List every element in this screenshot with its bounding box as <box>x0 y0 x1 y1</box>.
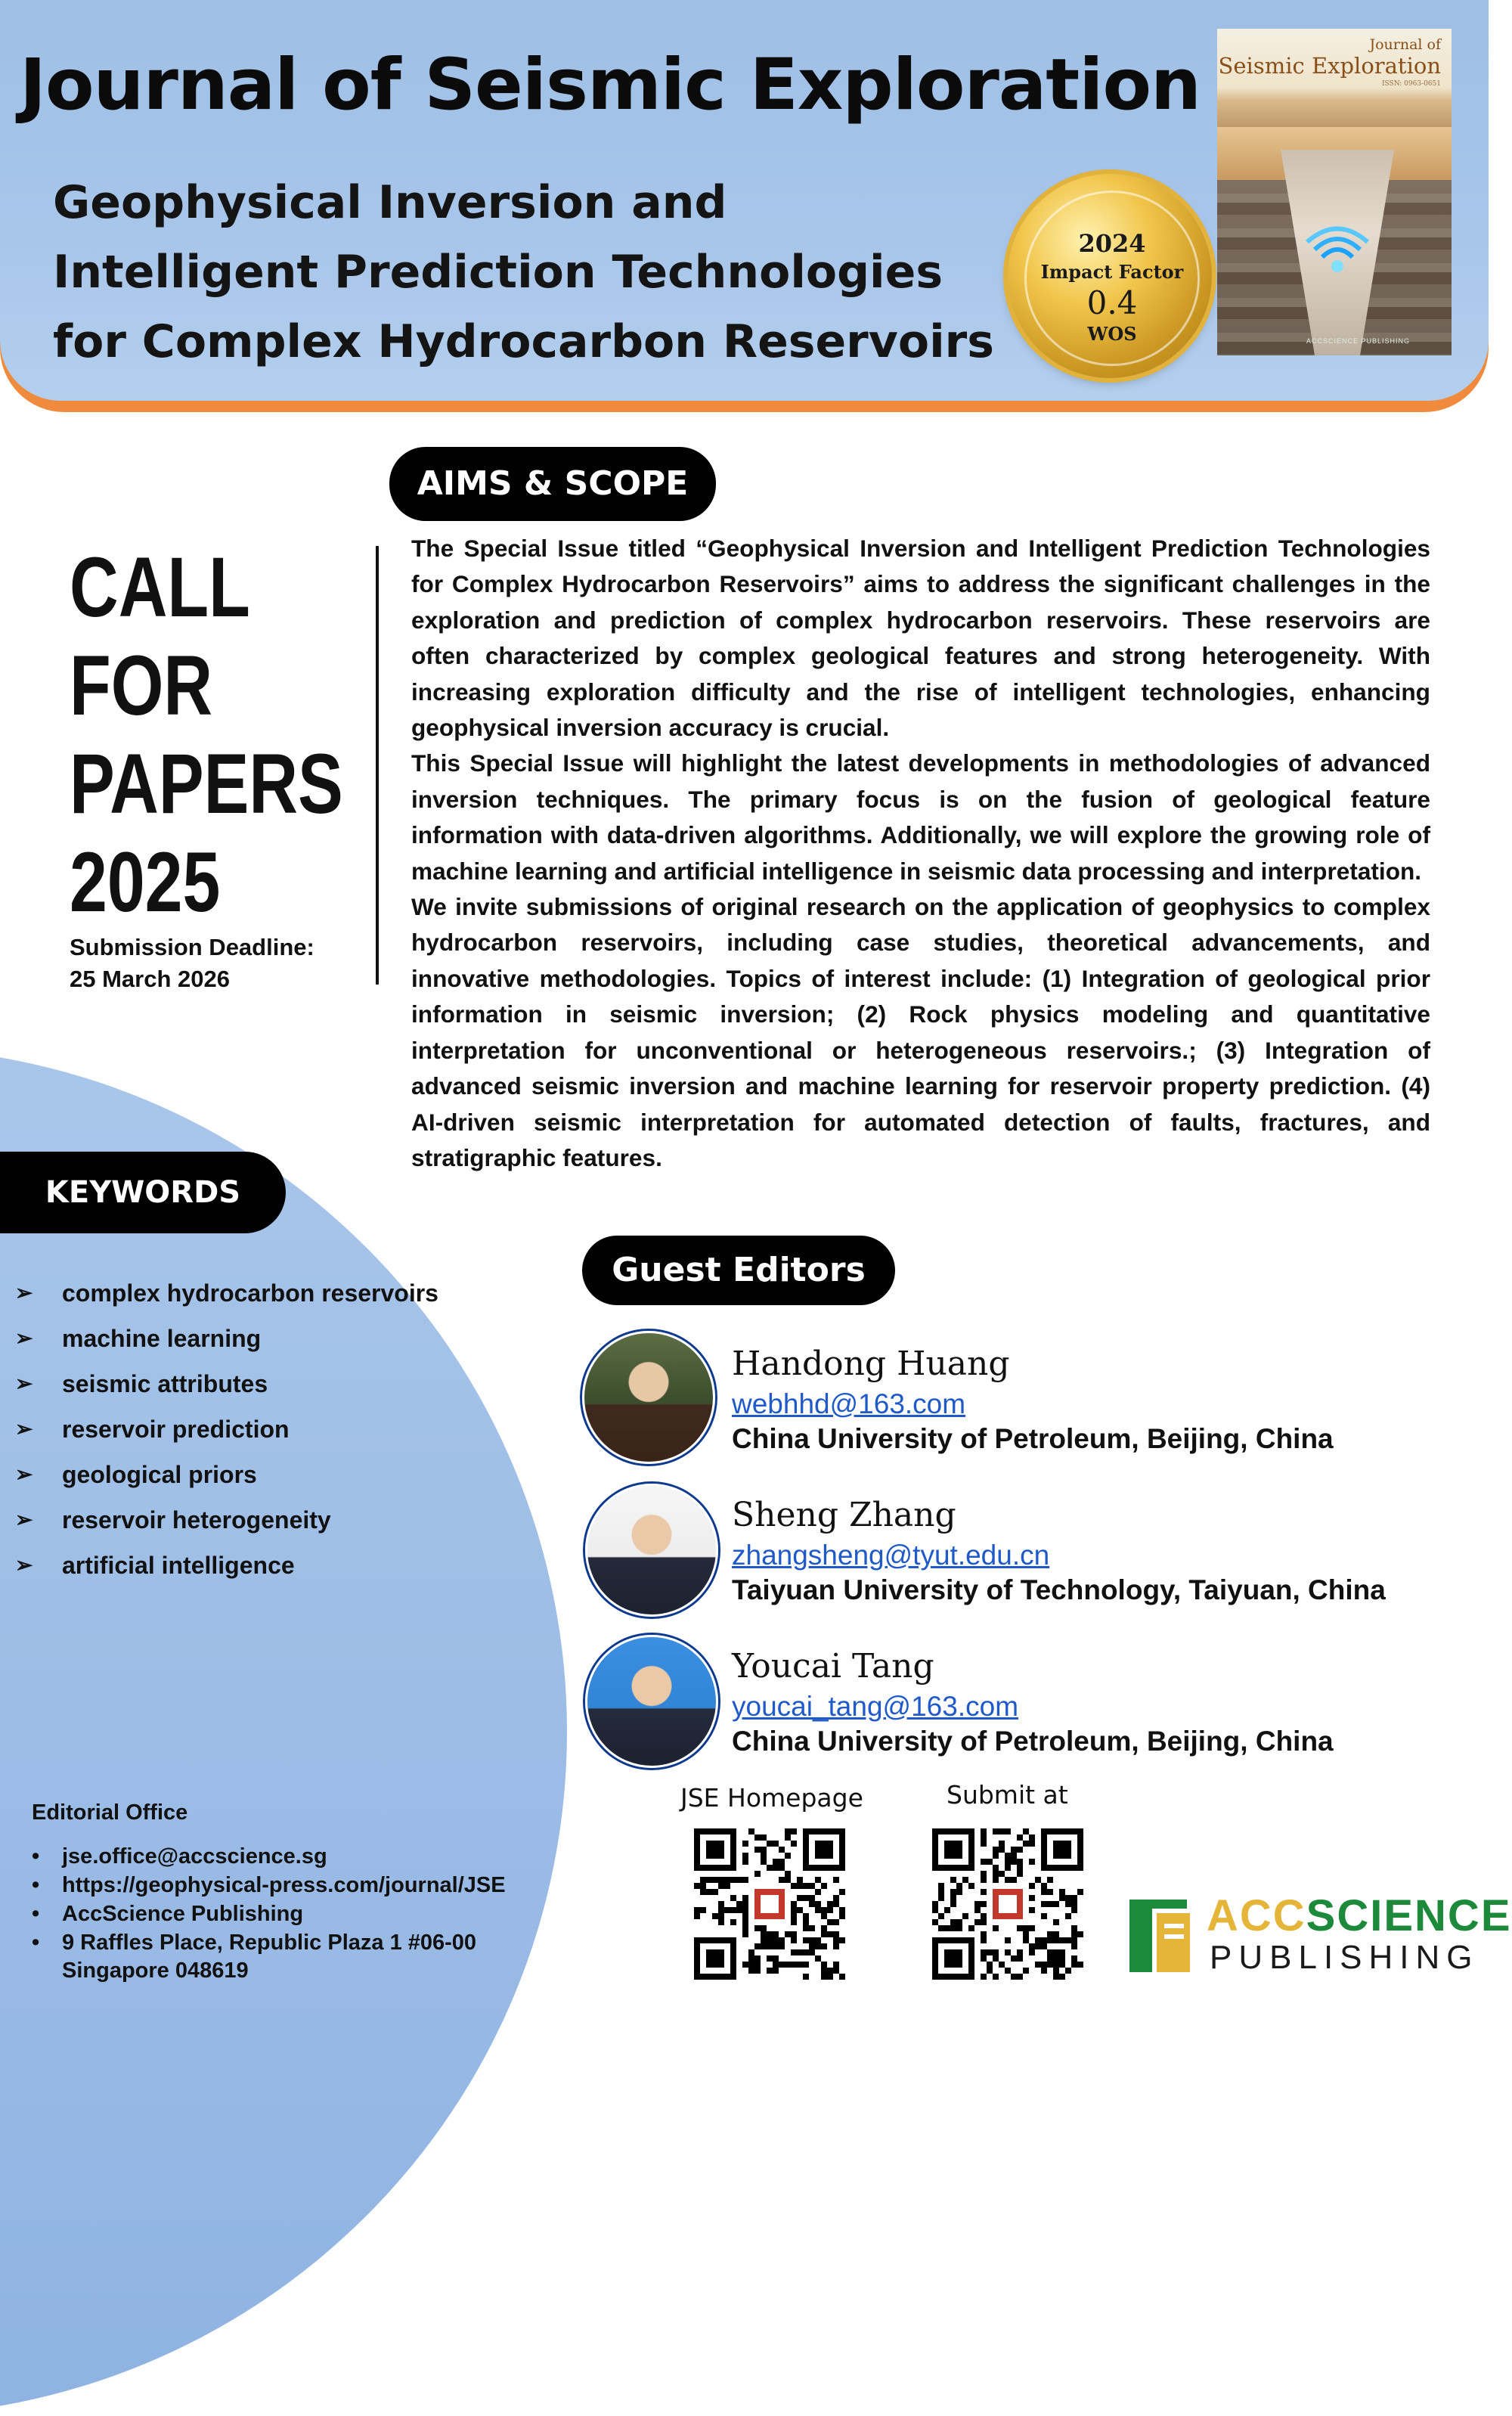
avatar <box>585 1484 718 1617</box>
editor-email-link[interactable]: zhangsheng@tyut.edu.cn <box>732 1540 1050 1571</box>
deadline-date: 25 March 2026 <box>70 966 230 992</box>
logo-acc: ACC <box>1207 1891 1306 1940</box>
editor-name: Handong Huang <box>732 1344 1010 1383</box>
cfp-line-3: PAPERS <box>70 737 343 831</box>
arrow-bullet-icon: ➢ <box>15 1462 33 1486</box>
cover-publisher: ACCSCIENCE PUBLISHING <box>1306 337 1411 345</box>
list-item <box>15 1497 438 1543</box>
keywords-heading: KEYWORDS <box>0 1152 286 1233</box>
journal-title: Journal of Seismic Exploration <box>20 44 1201 126</box>
accscience-logo <box>1126 1890 1512 1981</box>
editor-email-link[interactable]: webhhd@163.com <box>732 1388 966 1419</box>
guest-editors-heading: Guest Editors <box>582 1236 895 1305</box>
logo-science: SCIENCE <box>1306 1891 1512 1940</box>
arrow-bullet-icon: ➢ <box>15 1508 33 1531</box>
badge-inner <box>1024 191 1200 366</box>
journal-cover-image <box>1217 29 1452 355</box>
list-item <box>15 1270 438 1316</box>
keyword-text: seismic attributes <box>62 1370 268 1397</box>
aims-paragraph-2: This Special Issue will highlight the latest developments in methodologies of advanced inversion techniques. The primary focus is on the fusion of geological feature information with data-driven algorithms. Additionally, we will explore the growing role of machine learning and artificial intelligence in seismic data processing and interpretation. <box>411 749 1430 885</box>
arrow-bullet-icon: ➢ <box>15 1372 33 1395</box>
logo-publishing: PUBLISHING <box>1210 1939 1479 1976</box>
bullet-icon: • <box>32 1873 40 1897</box>
avatar <box>582 1331 715 1464</box>
badge-year: 2024 <box>1078 229 1146 258</box>
list-item <box>15 1406 438 1452</box>
badge-value: 0.4 <box>1086 284 1138 321</box>
cover-issn: ISSN: 0963-0651 <box>1381 80 1441 88</box>
badge-label: Impact Factor <box>1040 261 1184 283</box>
list-item <box>15 1316 438 1361</box>
qr-code-icon <box>932 1828 1083 1980</box>
aims-paragraph-1: The Special Issue titled “Geophysical Inversion and Intelligent Prediction Technologies for Complex Hydrocarbon Reservoirs” aims to address the significant challenges in the exploration and prediction of complex hydrocarbon reservoirs. These reservoirs are often characterized by complex geological features and strong heterogeneity. With increasing exploration difficulty and the rise of intelligent technologies, enhancing geophysical inversion accuracy is crucial. <box>411 535 1430 742</box>
aims-scope-text <box>411 531 1430 1176</box>
cover-title-line1: Journal of <box>1369 36 1441 53</box>
badge-database: WOS <box>1087 323 1137 345</box>
office-address-text: 9 Raffles Place, Republic Plaza 1 #06-00 <box>62 1931 477 1955</box>
office-address <box>32 1928 506 1957</box>
cfp-line-4: 2025 <box>70 835 221 929</box>
arrow-bullet-icon: ➢ <box>15 1553 33 1577</box>
office-email-text: jse.office@accscience.sg <box>62 1844 327 1869</box>
office-website[interactable] <box>32 1871 506 1900</box>
impact-factor-badge <box>1008 174 1212 378</box>
book-logo-icon <box>1126 1893 1194 1977</box>
editor-affiliation: China University of Petroleum, Beijing, China <box>732 1423 1334 1454</box>
office-address-continued: Singapore 048619 <box>62 1959 249 1983</box>
keyword-text: geological priors <box>62 1461 257 1488</box>
office-email[interactable] <box>32 1842 506 1871</box>
office-publisher <box>32 1900 506 1928</box>
editor-name: Sheng Zhang <box>732 1496 956 1534</box>
cover-title <box>1219 36 1441 88</box>
aims-scope-heading: AIMS & SCOPE <box>389 447 716 521</box>
cover-title-line2: Seismic Exploration <box>1218 53 1441 79</box>
aims-paragraph-3: We invite submissions of original research on the application of geophysics to complex hydrocarbon reservoirs, including case studies, theoretical advancements, and innovative methodologies. Topics of interest include: (1) Integration of geological prior information in seismic inversion; (2) Rock physics modeling and quantitative interpretation for unconventional or heterogeneous reservoirs.; (3) Integration of advanced seismic inversion and machine learning for reservoir property prediction. (4) AI-driven seismic interpretation for automated detection of faults, fractures, and stratigraphic features. <box>411 893 1430 1171</box>
editor-name: Youcai Tang <box>732 1647 934 1686</box>
call-for-papers <box>70 538 343 932</box>
homepage-qr-label: JSE Homepage <box>680 1783 863 1813</box>
bullet-icon: • <box>32 1844 40 1869</box>
list-item <box>15 1543 438 1588</box>
editorial-office-heading: Editorial Office <box>32 1800 188 1825</box>
editor-affiliation: China University of Petroleum, Beijing, China <box>732 1726 1334 1757</box>
keyword-text: complex hydrocarbon reservoirs <box>62 1279 438 1307</box>
seismic-wave-icon <box>1296 219 1379 280</box>
vertical-divider <box>376 546 379 985</box>
editorial-office-list <box>32 1842 506 1957</box>
submission-deadline <box>70 932 314 995</box>
cfp-line-2: FOR <box>70 638 213 733</box>
special-issue-title: Geophysical Inversion and Intelligent Prediction Technologies for Complex Hydrocarbon Reservoirs <box>53 176 994 368</box>
arrow-bullet-icon: ➢ <box>15 1281 33 1304</box>
qr-code-icon <box>694 1828 845 1980</box>
bullet-icon: • <box>32 1931 40 1955</box>
keywords-list <box>15 1270 438 1588</box>
submit-qr-label: Submit at <box>947 1780 1068 1810</box>
arrow-bullet-icon: ➢ <box>15 1326 33 1350</box>
editor-affiliation: Taiyuan University of Technology, Taiyuan, China <box>732 1574 1386 1605</box>
bullet-icon: • <box>32 1902 40 1926</box>
editor-email-link[interactable]: youcai_tang@163.com <box>732 1691 1019 1722</box>
list-item <box>15 1452 438 1497</box>
keyword-text: reservoir heterogeneity <box>62 1506 331 1534</box>
keyword-text: reservoir prediction <box>62 1416 290 1443</box>
keyword-text: artificial intelligence <box>62 1552 295 1579</box>
office-website-text: https://geophysical-press.com/journal/JSE <box>62 1873 506 1897</box>
avatar <box>585 1635 718 1768</box>
keywords-background-circle <box>0 1047 567 2416</box>
deadline-label: Submission Deadline: <box>70 934 314 960</box>
cfp-line-1: CALL <box>70 540 250 634</box>
homepage-qr-code[interactable] <box>694 1828 845 1980</box>
keyword-text: machine learning <box>62 1325 262 1352</box>
logo-wordmark <box>1207 1890 1512 1941</box>
arrow-bullet-icon: ➢ <box>15 1417 33 1441</box>
submit-qr-code[interactable] <box>932 1828 1083 1980</box>
office-publisher-text: AccScience Publishing <box>62 1902 304 1926</box>
list-item <box>15 1361 438 1406</box>
